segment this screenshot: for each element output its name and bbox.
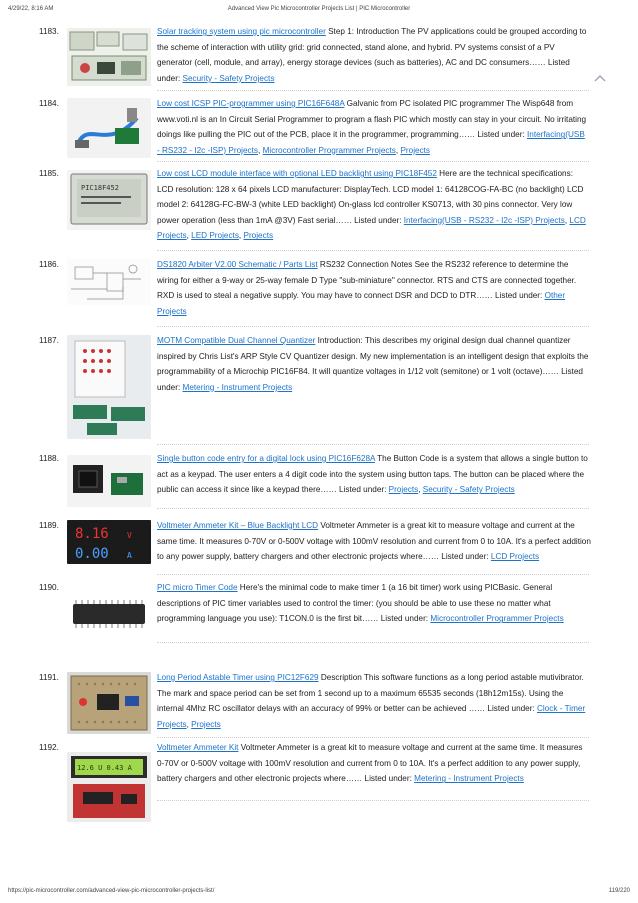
item-number: 1188. [39, 454, 59, 463]
item-number: 1191. [39, 673, 59, 682]
item-title-link[interactable]: Low cost LCD module interface with optional LED backlight using PIC18F452 [157, 169, 437, 178]
separator [157, 574, 589, 575]
separator [157, 250, 589, 251]
separator [157, 444, 589, 445]
thumb-green-display: 12.6 U 0.43 A [77, 764, 132, 772]
item-number: 1186. [39, 260, 59, 269]
category-link[interactable]: LCD Projects [157, 215, 586, 241]
print-page-title: Advanced View Pic Microcontroller Projects List | PIC Microcontroller [227, 6, 411, 12]
item-thumbnail-image [67, 672, 151, 734]
item-title-link[interactable]: Long Period Astable Timer using PIC12F629 [157, 673, 319, 682]
item-number: 1187. [39, 336, 59, 345]
item-text: Single button code entry for a digital lock using PIC16F628A The Button Code is a system that allows a single button to act as a keypad. The user enters a 4 digit code into the system using button taps. The button can be placed where the public can access it since like a keypad there…… Listed under: Projects, Security - Safety Projects [157, 454, 588, 495]
category-link[interactable]: Microcontroller Programmer Projects [430, 614, 564, 624]
item-title-link[interactable]: PIC micro Timer Code [157, 583, 238, 592]
item-thumbnail-image [67, 752, 151, 822]
item-text [157, 580, 589, 627]
category-link[interactable]: LCD Projects [490, 552, 540, 562]
item-text: Low cost ICSP PIC-programmer using PIC16F648A Galvanic from PC isolated PIC programmer The Wisp648 from www.voti.nl is an In Circuit Serial Programmer to program a flash PIC which mostly can stay in your circuit. No irritating doings like pulling the PIC out of the PCB, place it in the programmer, programming…… Listed under: Interfacing(USB - RS232 - I2c -ISP) Projects, Microcontroller Programmer Projects, Projects [157, 99, 587, 155]
item-thumbnail-image [67, 170, 151, 230]
separator [157, 737, 589, 738]
item-text: Long Period Astable Timer using PIC12F629 Description This software functions as a long period astable mutivibrator. The mark and space period can be set from 1 second up to a maximum 65535 seconds (18h12m15s). Using the internal 4Mhz RC oscillator delays with an accuracy of 99% or better can be achieved …… Listed under: Clock - Timer Projects, Projects [157, 673, 586, 729]
item-thumbnail-image [67, 335, 151, 439]
item-thumbnail-image [67, 28, 151, 86]
item-number: 1183. [39, 27, 59, 36]
item-description: Step 1: Introduction The PV applications could be grouped according to the scheme of interaction with utility grid: grid connected, stand alone, and hybrid. PV systems consist of a PV generator (cell, module, and array), energy storage devices (such as batteries), AC and DC consumers…… Listed under: [157, 27, 587, 83]
category-link[interactable]: Projects [191, 719, 221, 729]
item-title-link[interactable]: Solar tracking system using pic microcontroller [157, 27, 326, 36]
item-description: Here's the minimal code to make timer 1 (a 16 bit timer) work using PICBasic. General descriptions of PIC timer variables used to control the timer: (you should be able to use these no matter what programming language you use): T1CON.0 is the first bit…… Listed under: [157, 583, 553, 624]
item-text [157, 24, 589, 86]
item-description: Galvanic from PC isolated PIC programmer The Wisp648 from www.voti.nl is an In Circuit Serial Programmer to program a flash PIC which mostly can stay in your circuit. No irritating doings like pulling the PIC out of the PCB, place it in the programmer, programming…… Listed under: [157, 99, 587, 140]
category-link[interactable]: Security - Safety Projects [422, 485, 515, 495]
item-number: 1189. [39, 521, 59, 530]
item-thumbnail-image [67, 520, 151, 564]
category-link[interactable]: Projects [388, 485, 419, 495]
print-footer [8, 888, 630, 898]
item-description: Voltmeter Ammeter is a great kit to measure voltage and current at the same time. It measures 0-70V or 0-500V voltage with 100mV resolution and current from 0 to 10A. It's a perfect addition to any power supply, battery chargers and other electronic projects where…… Listed under: [157, 521, 591, 562]
item-description: Voltmeter Ammeter is a great kit to measure voltage and current at the same time. It measures 0-70V or 0-500V voltage with 100mV resolution and current from 0 to 10A. It's a perfect addition to any power supply, battery chargers and other electronic projects where…… Listed under: [157, 743, 583, 784]
thumb-display-bottom-unit: A [127, 551, 132, 560]
print-page-number: 119/220 [608, 888, 630, 894]
separator [157, 508, 589, 509]
category-link[interactable]: Metering - Instrument Projects [182, 382, 293, 392]
category-link[interactable]: Security - Safety Projects [182, 73, 275, 83]
item-number: 1192. [39, 743, 59, 752]
thumb-lcd-label: PIC18F452 [81, 184, 119, 192]
thumb-display-bottom: 0.00 [75, 546, 109, 562]
separator [157, 161, 589, 162]
print-url: https://pic-microcontroller.com/advanced-view-pic-microcontroller-projects-list/ [8, 888, 215, 894]
item-text [157, 740, 589, 787]
separator [157, 642, 589, 643]
item-text: Low cost LCD module interface with optional LED backlight using PIC18F452 Here are the technical specifications: LCD resolution: 128 x 64 pixels LCD manufacturer: DisplayTech. LCD model 1: 64128COG-FA-BC (no backlight) LCD model 2: 64128G-FC-BW-3 (white LED backlight) On-glass lcd controller KS0713, with 30 pins connector. Very low power operation (less than 1mA @3V) Fast serial…… Listed under: Interfacing(USB - RS232 - I2c -ISP) Projects, LCD Projects, LED Projects, Projects [157, 169, 586, 241]
item-title-link[interactable]: Voltmeter Ammeter Kit [157, 743, 239, 752]
item-text [157, 257, 592, 319]
item-thumbnail-image [67, 455, 151, 507]
category-link[interactable]: Microcontroller Programmer Projects [262, 145, 396, 155]
category-link[interactable]: Interfacing(USB - RS232 - I2c -ISP) Projects [157, 130, 585, 155]
item-description: Introduction: This describes my original design dual channel quantizer inspired by Chris List's ARP Style CV Quantizer design. My new implementation is an intelligent design that exploits the programmability of a Microchip PIC16F84. It will quantize voltages in 1/12 volt (semitone) or 1 volt (octave)…… Listed under: [157, 336, 589, 392]
category-link[interactable]: Other Projects [157, 291, 566, 316]
item-title-link[interactable]: Voltmeter Ammeter Kit – Blue Backlight LCD [157, 521, 319, 530]
thumb-display-top: 8.16 [75, 526, 109, 542]
category-link[interactable]: Projects [400, 145, 431, 155]
item-number: 1190. [39, 583, 59, 592]
separator [157, 326, 589, 327]
item-title-link[interactable]: MOTM Compatible Dual Channel Quantizer [157, 336, 316, 345]
item-description: RS232 Connection Notes See the RS232 reference to determine the wiring for either a 9-way or 25-way female D Type "sub-miniature" connector. RTS and CTS are connected together. RXD is used to steal a negative supply. You may have to connect DSR and DCD to DTR…… Listed under: [157, 260, 577, 301]
item-number: 1184. [39, 99, 59, 108]
separator [157, 800, 589, 801]
item-thumbnail-image [67, 98, 151, 158]
category-link[interactable]: LED Projects [191, 231, 239, 241]
item-thumbnail-image [67, 259, 151, 305]
item-title-link[interactable]: Low cost ICSP PIC-programmer using PIC16F648A [157, 99, 345, 108]
category-link[interactable]: Interfacing(USB - RS232 - I2c -ISP) Projects [403, 215, 565, 225]
item-text [157, 333, 589, 395]
print-header [8, 6, 630, 18]
separator [157, 90, 589, 91]
item-description: Description This software functions as a long period astable mutivibrator. The mark and space period can be set from 1 second up to a maximum 65535 seconds (18h12m15s). Using the internal 4Mhz RC oscillator delays with an accuracy of 99% or better can be achieved …… Listed under: [157, 673, 584, 714]
item-text [157, 518, 592, 565]
item-description: The Button Code is a system that allows a single button to act as a keypad. The user enters a 4 digit code into the system using button taps. The button can be placed where the public can access it since like a keypad there…… Listed under: [157, 454, 588, 495]
item-title-link[interactable]: DS1820 Arbiter V2.00 Schematic / Parts List [157, 260, 318, 269]
item-number: 1185. [39, 169, 59, 178]
item-thumbnail-image [67, 594, 151, 634]
category-link[interactable]: Metering - Instrument Projects [414, 774, 524, 784]
print-datetime: 4/29/22, 8:16 AM [8, 6, 54, 12]
item-title-link[interactable]: Single button code entry for a digital lock using PIC16F628A [157, 454, 376, 463]
item-description: Here are the technical specifications: LCD resolution: 128 x 64 pixels LCD manufacturer: DisplayTech. LCD model 1: 64128COG-FA-BC (no backlight) LCD model 2: 64128G-FC-BW-3 (white LED backlight) On-glass lcd controller KS0713, with 30 pins connector. Very low power operation (less than 1mA @3V) Fast serial…… Listed under: [157, 169, 584, 225]
category-link[interactable]: Projects [243, 231, 274, 241]
thumb-display-top-unit: V [127, 531, 132, 540]
scroll-top-chevron-up-icon[interactable] [593, 70, 607, 80]
category-link[interactable]: Clock - Timer Projects [157, 704, 586, 729]
